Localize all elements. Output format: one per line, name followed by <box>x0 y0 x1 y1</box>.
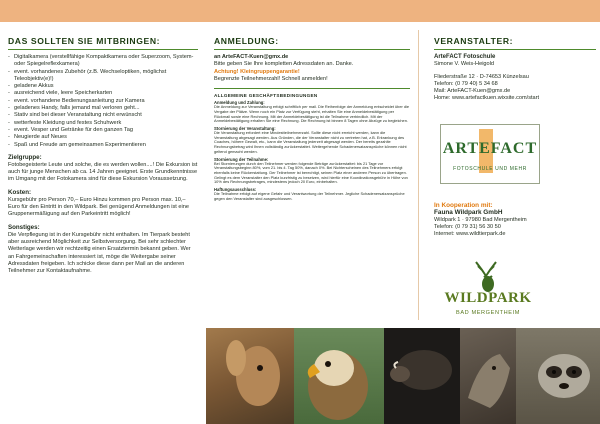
agb-section-text: Bei Stornierungen durch den Teilnehmer werden folgende Beträge zurückerstattet: bis 21 Tage vor Veranstaltungsbeginn 80%, vom 21. bis 4. Tag 50%, danach 0%. Bei Nichterscheinen des Teilnehmers erfolgt ebenfalls keine Rückerstattung. Der Teilnehmer ist berechtigt, seinen Platz einer anderen Person zu übertragen. Gelingt es dem Veranstalter den Platz kurzfristig zu besetzen, wird hierfür eine Koordinationsgebühr in Höhe von 10% des Rechnungsbetrages, mindestens jedoch 20 Euro, einbehalten. <box>214 160 408 185</box>
top-color-bar <box>0 0 600 22</box>
column-bring-along <box>0 22 206 424</box>
coop-intro: In Kooperation mit: <box>434 202 493 209</box>
zielgruppe-text: Fotobegeisterte Leute und solche, die es werden wollen....! Die Exkursion ist auch für junge Menschen ab ca. 14 Jahren geeignet. Erste Grundkenntnisse im Umgang mit der Fotokamera sind für diese Exkursion Voraussetzung. <box>8 161 198 183</box>
agb-section-title: Anmeldung und Zahlung: <box>214 100 265 106</box>
registration-email[interactable]: an ArteFACT-Kuen@gmx.de <box>214 54 289 60</box>
list-item: - Spaß und Freude am gemeinsamen Experimentieren <box>8 142 198 149</box>
eagle-icon <box>294 328 384 424</box>
deer-photo <box>206 328 294 424</box>
bring-along-heading: DAS SOLLTEN SIE MITBRINGEN: <box>8 36 161 46</box>
registration-line-2: Achtung! Kleingruppengarantie! <box>214 68 300 75</box>
phone-label: Telefon: <box>434 223 454 230</box>
wolf-icon <box>460 328 516 424</box>
registration-line-3: Begrenzte Teilnehmerzahl! Schnell anmelden! <box>214 75 328 82</box>
wildpark-logo <box>438 258 538 324</box>
kosten-text: Kursgebühr pro Person 70,– Euro Hinzu kommen pro Person max. 10,– Euro für den Eintritt in den Wildpark. Bei genügend Anmeldungen ist eine Gruppenermäßigung auf den Parkeintritt möglich! <box>8 196 189 218</box>
phone-value: (0 79 31) 56 30 50 <box>455 223 501 230</box>
phone-label: Telefon: <box>434 80 454 87</box>
list-item: - wetterfeste Kleidung und festes Schuhwerk <box>8 120 198 127</box>
logo2-wordmark: WILDPARK <box>444 290 532 306</box>
org-name: ArteFACT Fotoschule <box>434 54 496 60</box>
coop-web-row <box>434 231 596 238</box>
heading-divider <box>8 49 198 50</box>
sonstiges-title: Sonstiges: <box>8 223 40 231</box>
list-item: - geladene Akkus <box>8 83 198 90</box>
org-person: Simone V. Weis-Heigold <box>434 61 495 68</box>
agb-section-title: Stornierung der Teilnahme: <box>214 156 269 162</box>
list-item: - Stativ sind bei dieser Veranstaltung nicht erwünscht <box>8 112 198 119</box>
logo1-subtitle: FOTOSCHULE UND MEHR <box>453 166 527 172</box>
heading-divider <box>434 49 596 50</box>
list-item: - event. vorhandenes Zubehör (z.B. Wechseloptiken, möglichst Teleobjektiv(e)!) <box>8 69 198 84</box>
coop-address: Wildpark 1 · 97980 Bad Mergentheim <box>434 216 527 223</box>
org-phone-row <box>434 81 596 88</box>
wild-boar-icon <box>384 328 460 424</box>
wild-boar-photo <box>384 328 460 424</box>
web-link[interactable]: www.wildtierpark.de <box>456 231 506 238</box>
column-registration <box>206 22 418 328</box>
eagle-photo <box>294 328 384 424</box>
list-item: - event. Vesper und Getränke für den ganzen Tag <box>8 127 198 134</box>
kosten-title: Kosten: <box>8 188 32 196</box>
agb-section-title: Stornierung der Veranstaltung: <box>214 126 276 131</box>
registration-heading: ANMELDUNG: <box>214 36 279 46</box>
agb-divider <box>214 88 410 89</box>
zielgruppe-title: Zielgruppe: <box>8 153 42 161</box>
mail-label: Mail: <box>434 88 446 95</box>
list-item: - ausreichend viele, leere Speicherkarten <box>8 90 198 97</box>
deer-silhouette-icon <box>438 258 538 292</box>
registration-line-1: Bitte geben Sie Ihre kompletten Adressdaten an. Danke. <box>214 61 354 68</box>
mail-link[interactable]: ArteFACT-Kuen@gmx.de <box>447 88 511 95</box>
logo2-subtitle: BAD MERGENTHEIM <box>455 310 520 316</box>
agb-section-text: Die Anmeldung zur Veranstaltung erfolgt schriftlich per mail. Die Reihenfolge der Anmeldung entscheidet über die Vergabe der Plätze. Wenn noch ein Platz zur Verfügung steht, erhalten Sie eine Anmeldebestätigung per Rückmail sowie eine Rechnung. Mit der Anmeldebestätigung ist die Teilnahme verbindlich. Mit der Anmeldebestätigung erhalten Sie eine Rechnung. Die Rechnung ist binnen 8 Tagen ohne Abzüge zu begleichen. <box>214 104 410 124</box>
agb-title: ALLGEMEINE GESCHÄFTSBEDINGUNGEN <box>214 93 318 99</box>
web-label: Home: <box>434 95 451 102</box>
sonstiges-text: Die Verpflegung ist in der Kursgebühr nicht enthalten. Im Tierpark besteht aber ausreichend Möglichkeit zur Selbstversorgung. Bei sehr schlechter Wetterlage werden wir rechtzeitig einen Ersatztermin bekannt geben. Wer an Fahrgemeinschaften interessiert ist, möge die Weitergabe seiner Adressdaten freigeben. Ich schicke diese dann per Mail an die anderen Teilnehmer zur Kontaktaufnahme. <box>8 231 191 275</box>
column-organizer <box>418 22 600 328</box>
org-address: Fliederstraße 12 · D-74653 Künzelsau <box>434 73 529 80</box>
agb-section-text: Die Veranstaltung erfordert eine Mindestteilnehmerzahl. Sollte diese nicht erreicht werden, kann die Veranstaltung abgesagt werden. Aus Gründen, die der Veranstalter nicht zu vertreten hat, z.B. Erkrankung des Coaches, höhere Gewalt, etc., kann die Veranstaltung jederzeit abgesagt werden. Der bereits gezahlte Rechnungsbetrag wird Ihnen vollständig zurückerstattet. Weitergehende Schadenersatzansprüche können nicht geltend gemacht werden. <box>214 130 407 154</box>
artefact-logo <box>440 124 540 184</box>
web-label: Internet: <box>434 231 455 238</box>
column-separator <box>418 30 419 320</box>
agb-section-title: Haftungsausschluss: <box>214 187 257 193</box>
org-mail-row <box>434 88 596 95</box>
phone-value: (0 79 40) 5 34 68 <box>455 80 498 87</box>
organizer-heading: VERANSTALTER: <box>434 36 514 46</box>
heading-divider <box>214 49 410 50</box>
list-item: - event. vorhandene Bedienungsanleitung zur Kamera <box>8 98 198 105</box>
web-link[interactable]: www.artefactkuen.wixsite.com/start <box>452 95 540 102</box>
bring-along-list <box>8 54 198 149</box>
coop-phone-row <box>434 224 596 231</box>
org-web-row <box>434 95 596 102</box>
coop-name: Fauna Wildpark GmbH <box>434 209 503 217</box>
logo1-wordmark: ARTEFACT <box>442 140 538 157</box>
list-item: - Neugierde auf Neues <box>8 134 198 141</box>
list-item: - geladenes Handy, falls jemand mal verloren geht... <box>8 105 198 112</box>
raccoon-photo <box>516 328 600 424</box>
deer-icon <box>206 328 294 424</box>
raccoon-icon <box>516 328 600 424</box>
list-item: - Digitalkamera (verstellfähige Kompaktkamera oder Superzoom, System- oder Spiegelreflexkamera) <box>8 54 198 69</box>
agb-section-text: Die Teilnahme erfolgt auf eigene Gefahr und Verantwortung der Teilnehmer. Jegliche Schadenersatzansprüche gegen den Veranstalter sind ausgeschlossen. <box>214 191 405 201</box>
wolf-photo <box>460 328 516 424</box>
